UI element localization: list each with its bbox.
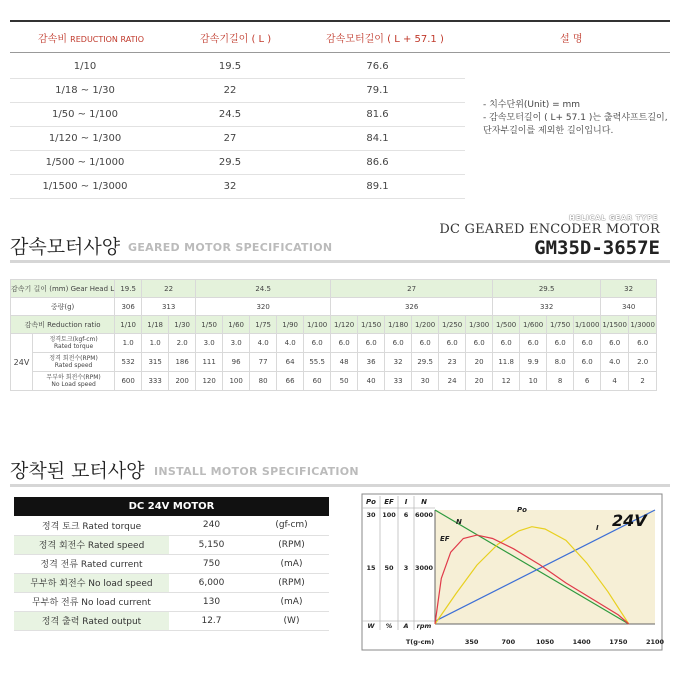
rated-torque-cell: 6.0 xyxy=(412,334,439,353)
noload-speed-cell: 20 xyxy=(466,372,493,391)
cell-l: 32 xyxy=(223,181,237,192)
weight-cell: 326 xyxy=(331,298,493,316)
note-length-2: 단자부길이를 제외한 길이입니다. xyxy=(483,126,614,136)
gear-length-cell: 24.5 xyxy=(196,280,331,298)
motor-unit-cell: (RPM) xyxy=(254,573,329,592)
cell-total: 86.6 xyxy=(366,157,389,168)
x-tick-label: 1050 xyxy=(535,638,555,646)
gear-spec-title: 감속모터사양 xyxy=(10,236,121,258)
rated-torque-cell: 3.0 xyxy=(196,334,223,353)
rated-torque-label xyxy=(33,334,115,353)
gear-type-label: HELICAL GEAR TYPE xyxy=(569,214,658,222)
note-unit: - 치수단위(Unit) = mm xyxy=(483,100,581,110)
chart-title: 24V xyxy=(612,511,647,530)
noload-speed-label-en: No Load speed xyxy=(51,381,96,388)
rated-speed-cell: 532 xyxy=(115,353,142,372)
motor-spec-table xyxy=(14,497,329,631)
x-tick-label: 2100 xyxy=(645,638,665,646)
gearbox-length-column-header: 감속기길이 ( L ) xyxy=(200,34,272,45)
rated-torque-cell: 4.0 xyxy=(277,334,304,353)
rated-torque-cell: 6.0 xyxy=(493,334,520,353)
rated-speed-cell: 32 xyxy=(385,353,412,372)
cell-total: 81.6 xyxy=(366,109,389,120)
noload-speed-cell: 66 xyxy=(277,372,304,391)
noload-speed-cell: 50 xyxy=(331,372,358,391)
table-row xyxy=(10,79,465,103)
rated-speed-cell: 77 xyxy=(250,353,277,372)
cell-l: 24.5 xyxy=(218,109,242,120)
y-axis-unit: % xyxy=(385,622,393,630)
ratio-cell: 1/750 xyxy=(547,316,574,334)
series-label: Po xyxy=(517,506,527,514)
noload-speed-cell: 333 xyxy=(142,372,169,391)
motor-label-cell: 무부하 전류 No load current xyxy=(14,592,169,611)
ratio-cell: 1/100 xyxy=(304,316,331,334)
ratio-cell: 1/250 xyxy=(439,316,466,334)
gear-length-cell: 19.5 xyxy=(115,280,142,298)
table-top-rule xyxy=(10,20,670,22)
y-axis-label: N xyxy=(421,498,427,506)
ratio-cell: 1/30 xyxy=(169,316,196,334)
y-tick-label: 50 xyxy=(384,564,394,572)
rated-torque-cell: 6.0 xyxy=(331,334,358,353)
rated-speed-label-en: Rated speed xyxy=(54,362,93,369)
rated-speed-cell: 29.5 xyxy=(412,353,439,372)
ratio-cell: 1/50 xyxy=(196,316,223,334)
ratio-cell: 1/1500 xyxy=(601,316,629,334)
table-row xyxy=(10,151,465,175)
rated-torque-cell: 6.0 xyxy=(520,334,547,353)
rated-speed-cell: 23 xyxy=(439,353,466,372)
ratio-cell: 1/600 xyxy=(520,316,547,334)
cell-ratio: 1/18 ~ 1/30 xyxy=(55,85,115,96)
section-divider xyxy=(10,260,670,263)
ratio-cell: 1/10 xyxy=(115,316,142,334)
cell-ratio: 1/1500 ~ 1/3000 xyxy=(42,181,128,192)
motor-table-title: DC 24V MOTOR xyxy=(14,497,329,516)
noload-speed-cell: 8 xyxy=(547,372,574,391)
section-divider xyxy=(10,484,670,487)
model-number: GM35D-3657E xyxy=(534,237,660,259)
cell-ratio: 1/500 ~ 1/1000 xyxy=(45,157,125,168)
table-row xyxy=(10,127,465,151)
noload-speed-cell: 200 xyxy=(169,372,196,391)
x-tick-label: 1400 xyxy=(572,638,591,646)
ratio-cell: 1/300 xyxy=(466,316,493,334)
ratio-cell: 1/150 xyxy=(358,316,385,334)
noload-speed-cell: 100 xyxy=(223,372,250,391)
motor-value-cell: 750 xyxy=(169,554,254,573)
noload-speed-cell: 60 xyxy=(304,372,331,391)
weight-cell: 332 xyxy=(493,298,601,316)
motor-value-cell: 5,150 xyxy=(169,535,254,554)
motor-label-cell: 정격 출력 Rated output xyxy=(14,611,169,630)
voltage-label: 24V xyxy=(11,334,33,391)
cell-total: 84.1 xyxy=(366,133,389,144)
motor-unit-cell: (W) xyxy=(254,611,329,630)
noload-speed-label-kr: 무부하 회전수(RPM) xyxy=(46,374,101,381)
y-tick-label: 15 xyxy=(366,564,376,572)
install-motor-title: 장착된 모터사양 xyxy=(10,460,145,482)
rated-speed-cell: 111 xyxy=(196,353,223,372)
description-column-header: 설 명 xyxy=(560,34,583,45)
series-label: N xyxy=(456,518,462,526)
rated-speed-cell: 48 xyxy=(331,353,358,372)
rated-torque-cell: 6.0 xyxy=(601,334,629,353)
performance-chart xyxy=(362,494,665,650)
rated-torque-cell: 6.0 xyxy=(574,334,601,353)
weight-cell: 320 xyxy=(196,298,331,316)
rated-torque-cell: 1.0 xyxy=(115,334,142,353)
y-axis-label: Po xyxy=(366,498,376,506)
rated-speed-cell: 11.8 xyxy=(493,353,520,372)
table-row xyxy=(10,55,465,79)
cell-total: 79.1 xyxy=(366,85,389,96)
motor-label-cell: 무부하 회전수 No load speed xyxy=(14,573,169,592)
cell-l: 19.5 xyxy=(218,61,242,72)
cell-total: 89.1 xyxy=(366,181,389,192)
rated-speed-cell: 96 xyxy=(223,353,250,372)
weight-cell: 306 xyxy=(115,298,142,316)
motor-label-cell: 정격 회전수 Rated speed xyxy=(14,535,169,554)
weight-cell: 340 xyxy=(601,298,657,316)
noload-speed-cell: 24 xyxy=(439,372,466,391)
noload-speed-cell: 600 xyxy=(115,372,142,391)
table-row xyxy=(14,516,329,535)
cell-l: 27 xyxy=(223,133,237,144)
rated-torque-cell: 1.0 xyxy=(142,334,169,353)
noload-speed-cell: 40 xyxy=(358,372,385,391)
table-row xyxy=(14,611,329,630)
motor-value-cell: 12.7 xyxy=(169,611,254,630)
ratio-label: 감속비 Reduction ratio xyxy=(11,316,115,334)
ratio-cell: 1/60 xyxy=(223,316,250,334)
noload-speed-cell: 4 xyxy=(601,372,629,391)
cell-l: 29.5 xyxy=(218,157,242,168)
motor-label-cell: 정격 토크 Rated torque xyxy=(14,516,169,535)
ratio-cell: 1/90 xyxy=(277,316,304,334)
note-length-1: - 감속모터길이 ( L+ 57.1 )는 출력샤프트길이, xyxy=(483,113,668,123)
cell-ratio: 1/50 ~ 1/100 xyxy=(51,109,118,120)
motor-unit-cell: (mA) xyxy=(254,554,329,573)
motor-length-column-header: 감속모터길이 ( L + 57.1 ) xyxy=(326,34,444,45)
rated-speed-cell: 2.0 xyxy=(629,353,657,372)
rated-speed-cell: 9.9 xyxy=(520,353,547,372)
x-tick-label: 1750 xyxy=(609,638,628,646)
rated-speed-cell: 55.5 xyxy=(304,353,331,372)
install-motor-subtitle: INSTALL MOTOR SPECIFICATION xyxy=(154,465,359,478)
rated-torque-cell: 6.0 xyxy=(358,334,385,353)
rated-speed-cell: 8.0 xyxy=(547,353,574,372)
rated-torque-cell: 2.0 xyxy=(169,334,196,353)
cell-ratio: 1/120 ~ 1/300 xyxy=(48,133,122,144)
rated-torque-cell: 3.0 xyxy=(223,334,250,353)
y-axis-unit: W xyxy=(367,622,375,630)
ratio-cell: 1/180 xyxy=(385,316,412,334)
rated-speed-cell: 20 xyxy=(466,353,493,372)
motor-value-cell: 130 xyxy=(169,592,254,611)
motor-label-cell: 정격 전류 Rated current xyxy=(14,554,169,573)
y-tick-label: 30 xyxy=(366,511,376,519)
gear-length-cell: 27 xyxy=(331,280,493,298)
rated-speed-cell: 36 xyxy=(358,353,385,372)
table-row xyxy=(10,175,465,199)
series-label: I xyxy=(596,524,599,532)
ratio-column-header: 감속비 REDUCTION RATIO xyxy=(38,34,145,45)
header-rule xyxy=(10,52,670,53)
y-tick-label: 6000 xyxy=(414,511,434,519)
rated-torque-cell: 6.0 xyxy=(439,334,466,353)
rated-torque-cell: 6.0 xyxy=(629,334,657,353)
table-row xyxy=(14,554,329,573)
cell-ratio: 1/10 xyxy=(73,61,97,72)
ratio-cell: 1/1000 xyxy=(574,316,601,334)
noload-speed-cell: 10 xyxy=(520,372,547,391)
rated-speed-cell: 315 xyxy=(142,353,169,372)
y-axis-label: I xyxy=(404,498,408,506)
x-axis-label: T(g-cm) xyxy=(405,638,435,646)
ratio-cell: 1/500 xyxy=(493,316,520,334)
noload-speed-cell: 2 xyxy=(629,372,657,391)
gear-spec-subtitle: GEARED MOTOR SPECIFICATION xyxy=(128,241,333,254)
gear-spec-table xyxy=(10,279,657,391)
y-tick-label: 3 xyxy=(403,564,409,572)
y-tick-label: 100 xyxy=(382,511,396,519)
x-tick-label: 700 xyxy=(501,638,516,646)
y-axis-label: EF xyxy=(384,498,394,506)
rated-speed-cell: 6.0 xyxy=(574,353,601,372)
table-row xyxy=(14,592,329,611)
series-label: EF xyxy=(440,535,450,543)
noload-speed-cell: 12 xyxy=(493,372,520,391)
rated-torque-label-en: Rated torque xyxy=(53,343,94,350)
rated-torque-cell: 6.0 xyxy=(466,334,493,353)
motor-value-cell: 6,000 xyxy=(169,573,254,592)
y-axis-unit: A xyxy=(403,622,409,630)
y-axis-unit: rpm xyxy=(416,622,432,630)
gear-length-cell: 32 xyxy=(601,280,657,298)
rated-torque-cell: 6.0 xyxy=(547,334,574,353)
ratio-cell: 1/3000 xyxy=(629,316,657,334)
table-row xyxy=(14,535,329,554)
cell-l: 22 xyxy=(223,85,237,96)
ratio-cell: 1/120 xyxy=(331,316,358,334)
motor-value-cell: 240 xyxy=(169,516,254,535)
gear-length-cell: 22 xyxy=(142,280,196,298)
noload-speed-cell: 30 xyxy=(412,372,439,391)
noload-speed-cell: 6 xyxy=(574,372,601,391)
y-tick-label: 6 xyxy=(403,511,409,519)
noload-speed-cell: 80 xyxy=(250,372,277,391)
motor-unit-cell: (gf-cm) xyxy=(254,516,329,535)
ratio-cell: 1/18 xyxy=(142,316,169,334)
rated-torque-cell: 4.0 xyxy=(250,334,277,353)
cell-total: 76.6 xyxy=(366,61,389,72)
noload-speed-cell: 33 xyxy=(385,372,412,391)
weight-label: 중량(g) xyxy=(11,298,115,316)
rated-speed-cell: 186 xyxy=(169,353,196,372)
motor-unit-cell: (RPM) xyxy=(254,535,329,554)
y-tick-label: 3000 xyxy=(414,564,434,572)
noload-speed-label xyxy=(33,372,115,391)
rated-torque-cell: 6.0 xyxy=(385,334,412,353)
noload-speed-cell: 120 xyxy=(196,372,223,391)
weight-cell: 313 xyxy=(142,298,196,316)
table-row xyxy=(14,573,329,592)
motor-unit-cell: (mA) xyxy=(254,592,329,611)
rated-torque-cell: 6.0 xyxy=(304,334,331,353)
rated-speed-cell: 64 xyxy=(277,353,304,372)
gear-length-cell: 29.5 xyxy=(493,280,601,298)
ratio-cell: 1/200 xyxy=(412,316,439,334)
table-row xyxy=(10,103,465,127)
x-tick-label: 350 xyxy=(464,638,479,646)
motor-series-label: DC GEARED ENCODER MOTOR xyxy=(439,222,660,237)
rated-speed-label-kr: 정격 회전수(RPM) xyxy=(49,355,98,362)
rated-speed-label xyxy=(33,353,115,372)
ratio-cell: 1/75 xyxy=(250,316,277,334)
rated-speed-cell: 4.0 xyxy=(601,353,629,372)
gear-length-label: 감속기 길이 (mm) Gear Head L xyxy=(11,280,115,298)
rated-torque-label-kr: 정격토크(kgf-cm) xyxy=(49,336,98,343)
